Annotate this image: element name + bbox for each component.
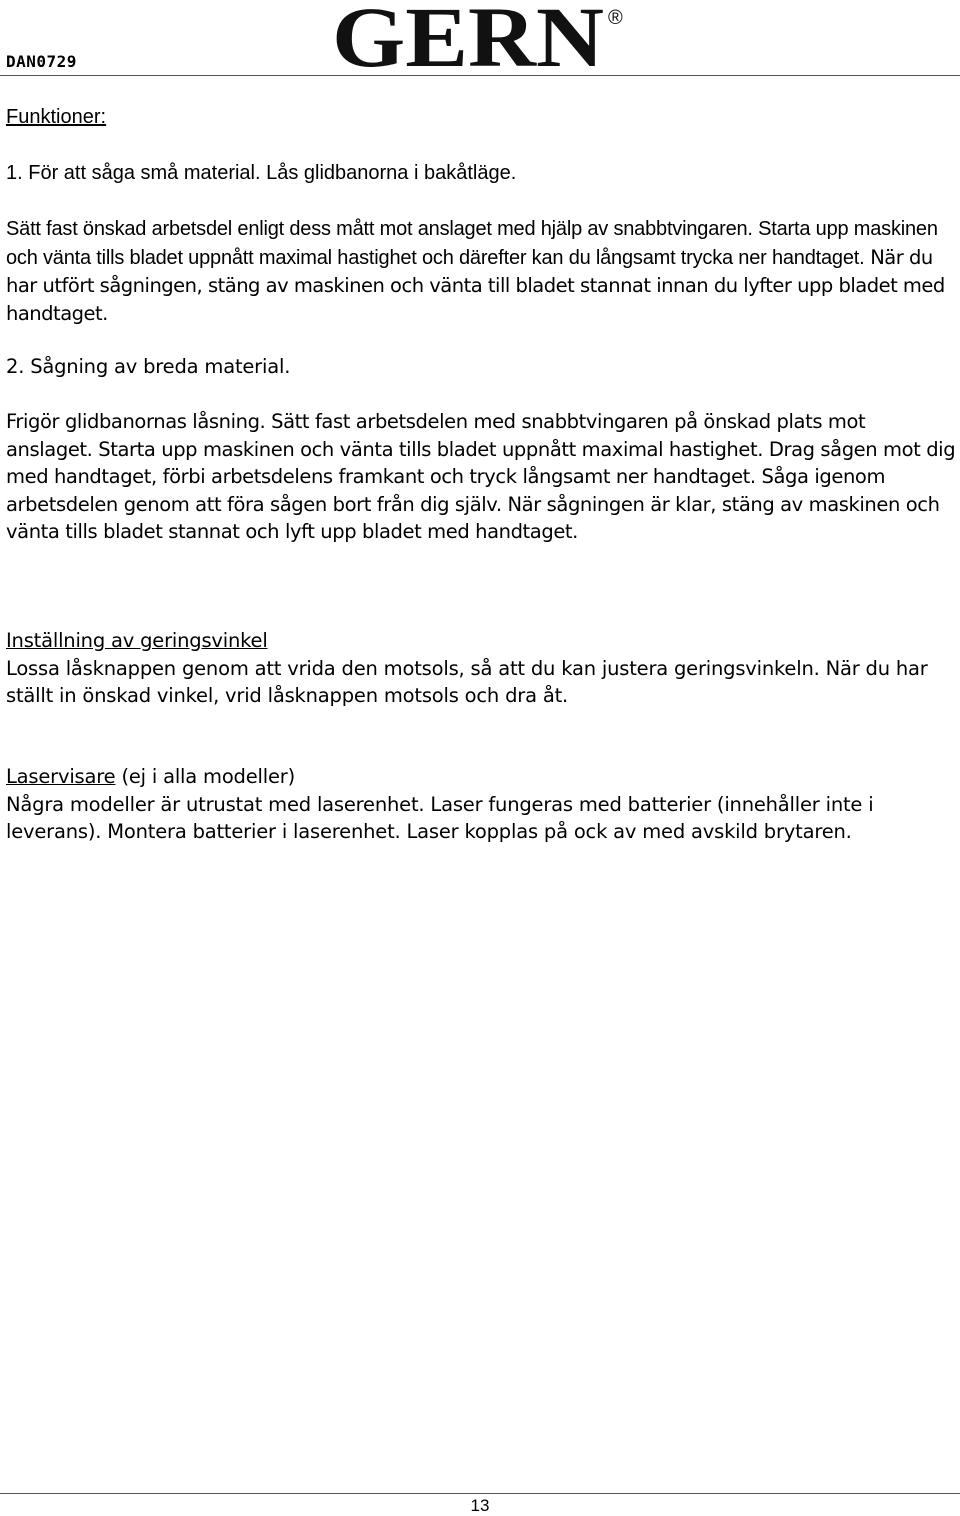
- miter-paragraph: Lossa låsknappen genom att vrida den motsols, så att du kan justera geringsvinkeln. När du har ställt in önskad vinkel, vrid låsknappen motsols och dra åt.: [6, 656, 928, 707]
- header-divider: [0, 75, 960, 76]
- item1-paragraph: [6, 215, 956, 327]
- laser-heading-line: [6, 763, 956, 791]
- miter-section: [6, 627, 956, 710]
- page-number: 13: [470, 1496, 490, 1515]
- functions-heading: Funktioner:: [6, 106, 107, 128]
- item1-text-b: När du har utfört sågningen, stäng av maskinen och vänta till bladet stannat innan du lyfter upp bladet med handtaget.: [6, 245, 945, 325]
- item1-title: 1. För att såga små material. Lås glidbanorna i bakåtläge.: [6, 162, 517, 184]
- laser-paragraph: Några modeller är utrustat med laserenhet. Laser fungeras med batterier (innehåller inte i leverans). Montera batterier i laserenhet. Laser kopplas på ock av med avskild brytaren.: [6, 792, 874, 843]
- document-code: DAN0729: [6, 52, 77, 71]
- logo-wordmark: GERN: [332, 0, 604, 72]
- registered-mark: ®: [608, 7, 623, 29]
- laser-heading-suffix: (ej i alla modeller): [115, 765, 295, 788]
- item2-paragraph: Frigör glidbanornas låsning. Sätt fast arbetsdelen med snabbtvingaren på önskad plats mot anslaget. Starta upp maskinen och vänta tills bladet uppnått maximal hastighet. Drag sågen mot dig med handtaget, förbi arbetsdelens framkant och tryck långsamt ner handtaget. Såga igenom arbetsdelen genom att föra sågen bort från dig själv. När sågningen är klar, stäng av maskinen och vänta tills bladet stannat och lyft upp bladet med handtaget.: [6, 410, 956, 543]
- gern-logo: [332, 0, 632, 72]
- miter-heading: Inställning av geringsvinkel: [6, 629, 268, 652]
- footer-divider: [0, 1493, 960, 1494]
- item1-text-a: Sätt fast önskad arbetsdel enligt dess mått mot anslaget med hjälp av snabbtvingaren. Starta upp maskinen och vänta tills bladet uppnått maximal hastighet och därefter kan du långsamt trycka ner handtaget.: [6, 218, 938, 269]
- laser-section: [6, 763, 956, 846]
- laser-heading: Laservisare: [6, 765, 116, 788]
- item2-title: 2. Sågning av breda material.: [6, 355, 291, 378]
